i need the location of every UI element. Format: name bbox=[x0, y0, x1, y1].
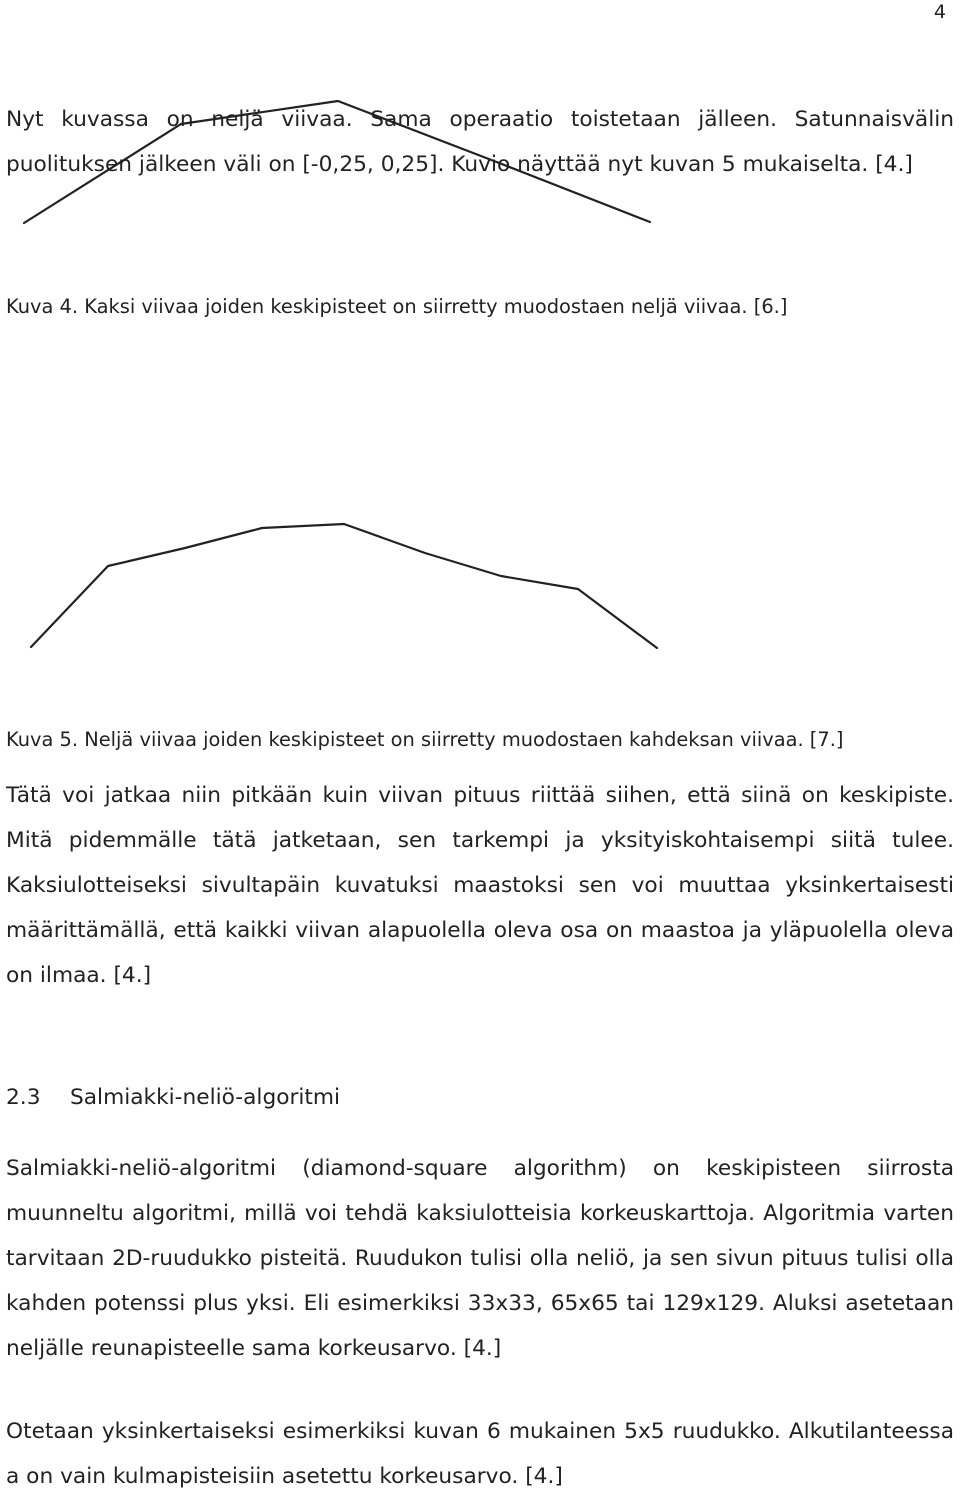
figure-5-drawing bbox=[0, 515, 960, 655]
page-number: 4 bbox=[933, 1, 946, 23]
paragraph-4: Otetaan yksinkertaiseksi esimerkiksi kuvan 6 mukainen 5x5 ruudukko. Alkutilanteessa a on vain kulmapisteisiin asetettu korkeusarvo. [4.] bbox=[6, 1419, 954, 1489]
section-number: 2.3 bbox=[6, 1085, 41, 1110]
figure-5 bbox=[0, 515, 960, 655]
section-heading bbox=[6, 1083, 954, 1113]
figure-4-caption: Kuva 4. Kaksi viivaa joiden keskipisteet on siirretty muodostaen neljä viivaa. [6.] bbox=[6, 295, 788, 318]
paragraph-1: Nyt kuvassa on neljä viivaa. Sama operaatio toistetaan jälleen. Satunnaisvälin puolituksen jälkeen väli on [-0,25, 0,25]. Kuvio näyttää nyt kuvan 5 mukaiselta. [4.] bbox=[6, 107, 954, 177]
figure-5-polyline bbox=[31, 524, 657, 648]
paragraph-2: Tätä voi jatkaa niin pitkään kuin viivan pituus riittää siihen, että siinä on keskipiste. Mitä pidemmälle tätä jatketaan, sen tarkempi ja yksityiskohtaisempi siitä tulee. Kaksiulotteiseksi sivultapäin kuvatuksi maastoksi sen voi muuttaa yksinkertaisesti määrittämällä, että kaikki viivan alapuolella oleva osa on maastoa ja yläpuolella oleva on ilmaa. [4.] bbox=[6, 783, 954, 988]
figure-5-caption: Kuva 5. Neljä viivaa joiden keskipisteet on siirretty muodostaen kahdeksan viivaa. [7.] bbox=[6, 728, 844, 751]
section-title: Salmiakki-neliö-algoritmi bbox=[70, 1085, 341, 1110]
paragraph-3: Salmiakki-neliö-algoritmi (diamond-square algorithm) on keskipisteen siirrosta muunneltu algoritmi, millä voi tehdä kaksiulotteisia korkeuskarttoja. Algoritmia varten tarvitaan 2D-ruudukko pisteitä. Ruudukon tulisi olla neliö, ja sen sivun pituus tulisi olla kahden potenssi plus yksi. Eli esimerkiksi 33x33, 65x65 tai 129x129. Aluksi asetetaan neljälle reunapisteelle sama korkeusarvo. [4.] bbox=[6, 1156, 954, 1361]
